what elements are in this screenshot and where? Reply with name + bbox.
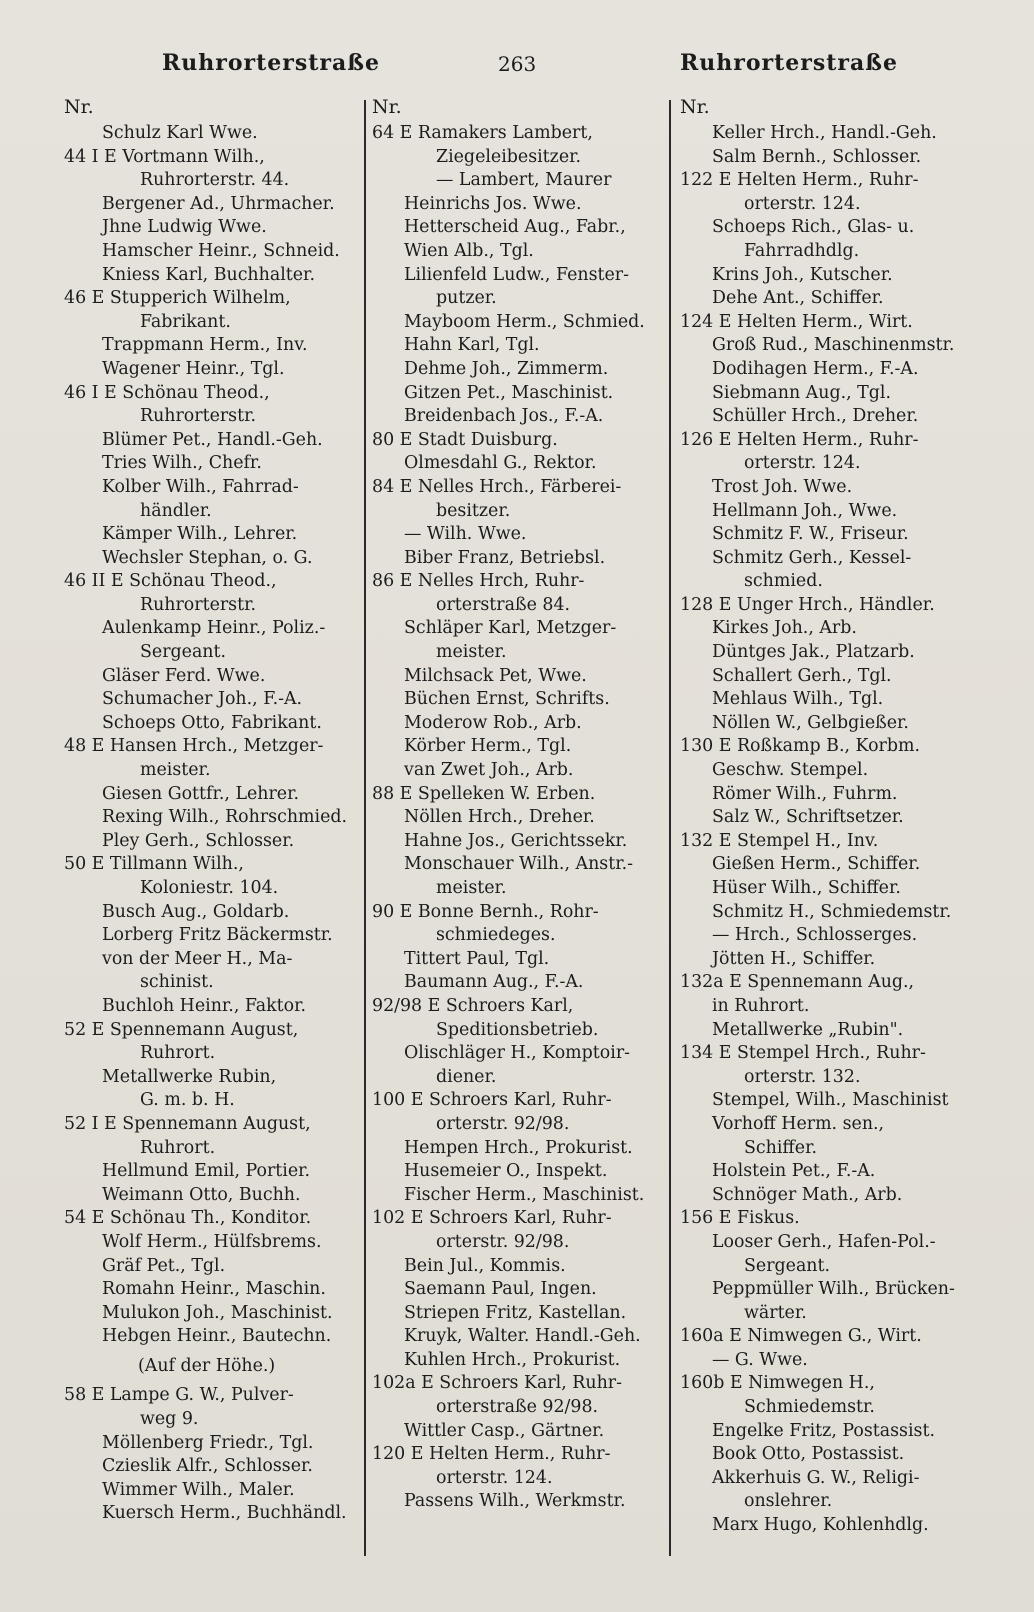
resident-line: Koloniestr. 104. [140, 878, 279, 898]
resident-line: meister. [436, 642, 507, 663]
resident-line: Gläser Ferd. Wwe. [102, 665, 266, 686]
resident-line: orterstraße 84. [436, 594, 571, 615]
house-entry: 132a E Spennemann Aug., [680, 972, 915, 993]
resident-line: Wagener Heinr., Tgl. [102, 358, 285, 379]
resident-line: Kolber Wilh., Fahrrad- [102, 476, 299, 497]
resident-line: Hahn Karl, Tgl. [404, 335, 540, 356]
resident-line: orterstr. 92/98. [436, 1231, 570, 1252]
section-heading: (Auf der Höhe.) [138, 1355, 276, 1376]
house-entry: 50 E Tillmann Wilh., [64, 854, 244, 875]
resident-line: besitzer. [436, 500, 511, 521]
house-entry: 88 E Spelleken W. Erben. [372, 783, 596, 804]
resident-line: putzer. [436, 288, 497, 309]
resident-line: Schüller Hrch., Dreher. [712, 406, 919, 427]
resident-line: Peppmüller Wilh., Brücken- [712, 1279, 955, 1300]
resident-line: Lorberg Fritz Bäckermstr. [102, 925, 333, 946]
resident-line: Husemeier O., Inspekt. [404, 1161, 608, 1182]
resident-line: Kirkes Joh., Arb. [712, 618, 857, 639]
resident-line: Trappmann Herm., Inv. [102, 335, 308, 356]
resident-line: meister. [140, 760, 211, 781]
resident-line: Vorhoff Herm. sen., [712, 1113, 885, 1134]
resident-line: — Wilh. Wwe. [404, 524, 527, 545]
resident-line: Gräf Pet., Tgl. [102, 1255, 226, 1276]
resident-line: — Hrch., Schlosserges. [712, 925, 918, 946]
column-3 [680, 96, 990, 1566]
resident-line: Wolf Herm., Hülfsbrems. [102, 1231, 322, 1252]
resident-line: Trost Joh. Wwe. [712, 476, 853, 497]
house-entry: 160a E Nimwegen G., Wirt. [680, 1326, 922, 1347]
resident-line: Monschauer Wilh., Anstr.- [404, 854, 633, 875]
resident-line: orterstr. 124. [436, 1467, 553, 1488]
resident-line: Wien Alb., Tgl. [404, 240, 534, 261]
resident-line: Geschw. Stempel. [712, 760, 869, 781]
resident-line: Metallwerke Rubin, [102, 1066, 277, 1087]
resident-line: Hempen Hrch., Prokurist. [404, 1137, 633, 1158]
column-heading: Nr. [64, 96, 94, 118]
resident-line: Ruhrort. [140, 1043, 216, 1064]
resident-line: Aulenkamp Heinr., Poliz.- [102, 618, 326, 639]
resident-line: Keller Hrch., Handl.-Geh. [712, 123, 937, 143]
resident-line: Dodihagen Herm., F.-A. [712, 358, 919, 379]
house-entry: 46 E Stupperich Wilhelm, [64, 288, 291, 309]
resident-line: Hahne Jos., Gerichtssekr. [404, 830, 628, 851]
resident-line: Book Otto, Postassist. [712, 1444, 905, 1465]
running-title-left: Ruhrorterstraße [162, 50, 380, 76]
resident-line: Fabrikant. [140, 311, 231, 332]
house-entry: 128 E Unger Hrch., Händler. [680, 594, 935, 615]
resident-line: — Lambert, Maurer [436, 170, 612, 191]
resident-line: Kniess Karl, Buchhalter. [102, 264, 315, 285]
resident-line: schinist. [140, 972, 214, 993]
house-entry: 80 E Stadt Duisburg. [372, 429, 558, 450]
resident-line: Blümer Pet., Handl.-Geh. [102, 429, 323, 450]
resident-line: Heinrichs Jos. Wwe. [404, 193, 582, 214]
resident-line: Hamscher Heinr., Schneid. [102, 240, 340, 261]
resident-line: G. m. b. H. [140, 1090, 235, 1111]
resident-line: von der Meer H., Ma- [102, 948, 293, 969]
house-entry: 52 I E Spennemann August, [64, 1113, 311, 1134]
house-entry: 156 E Fiskus. [680, 1208, 800, 1229]
resident-line: Gießen Herm., Schiffer. [712, 854, 921, 875]
resident-line: Baumann Aug., F.-A. [404, 972, 584, 993]
resident-line: Czieslik Alfr., Schlosser. [102, 1456, 313, 1477]
resident-line: van Zwet Joh., Arb. [404, 760, 574, 781]
house-entry: 102 E Schroers Karl, Ruhr- [372, 1208, 612, 1229]
resident-line: Hellmann Joh., Wwe. [712, 500, 898, 521]
resident-line: Mulukon Joh., Maschinist. [102, 1302, 333, 1323]
resident-line: Striepen Fritz, Kastellan. [404, 1302, 627, 1323]
resident-line: Dehme Joh., Zimmerm. [404, 358, 609, 379]
resident-line: Ruhrort. [140, 1137, 216, 1158]
resident-line: Ruhrorterstr. [140, 594, 257, 615]
resident-line: Speditionsbetrieb. [436, 1019, 599, 1040]
resident-line: Dehe Ant., Schiffer. [712, 288, 884, 309]
resident-line: Salm Bernh., Schlosser. [712, 146, 922, 167]
resident-line: Siebmann Aug., Tgl. [712, 382, 891, 403]
resident-line: Marx Hugo, Kohlenhdlg. [712, 1515, 929, 1536]
resident-line: wärter. [744, 1302, 807, 1323]
resident-line: Nöllen W., Gelbgießer. [712, 712, 909, 733]
column-heading: Nr. [372, 96, 402, 118]
resident-line: Sergeant. [140, 642, 227, 663]
house-entry: 44 I E Vortmann Wilh., [64, 146, 265, 167]
resident-line: Schmitz F. W., Friseur. [712, 524, 909, 545]
house-entry: 58 E Lampe G. W., Pulver- [64, 1385, 294, 1406]
resident-line: Römer Wilh., Fuhrm. [712, 783, 898, 804]
column-heading: Nr. [680, 96, 710, 118]
resident-line: Jhne Ludwig Wwe. [102, 217, 267, 238]
resident-line: Pley Gerh., Schlosser. [102, 830, 295, 851]
house-entry: 100 E Schroers Karl, Ruhr- [372, 1090, 612, 1111]
resident-line: Fahrradhdlg. [744, 240, 860, 261]
resident-line: Sergeant. [744, 1255, 831, 1276]
resident-line: — G. Wwe. [712, 1349, 808, 1370]
house-entry: 122 E Helten Herm., Ruhr- [680, 170, 919, 191]
house-entry: 48 E Hansen Hrch., Metzger- [64, 736, 324, 757]
resident-line: Gitzen Pet., Maschinist. [404, 382, 614, 403]
resident-line: Biber Franz, Betriebsl. [404, 547, 606, 568]
resident-line: Schmiedemstr. [744, 1397, 875, 1418]
resident-line: Ruhrorterstr. [140, 406, 257, 427]
resident-line: Olmesdahl G., Rektor. [404, 453, 597, 474]
house-entry: 86 E Nelles Hrch, Ruhr- [372, 571, 585, 592]
house-entry: 64 E Ramakers Lambert, [372, 123, 593, 143]
house-entry: 126 E Helten Herm., Ruhr- [680, 429, 919, 450]
resident-line: Holstein Pet., F.-A. [712, 1161, 876, 1182]
column-1 [64, 96, 360, 1566]
house-entry: 102a E Schroers Karl, Ruhr- [372, 1373, 622, 1394]
resident-line: Wechsler Stephan, o. G. [102, 547, 313, 568]
resident-line: Weimann Otto, Buchh. [102, 1184, 301, 1205]
resident-line: Busch Aug., Goldarb. [102, 901, 290, 922]
resident-line: Milchsack Pet, Wwe. [404, 665, 587, 686]
house-entry: 160b E Nimwegen H., [680, 1373, 875, 1394]
resident-line: Buchloh Heinr., Faktor. [102, 995, 307, 1016]
house-entry: 46 I E Schönau Theod., [64, 382, 270, 403]
resident-line: Bergener Ad., Uhrmacher. [102, 193, 335, 214]
house-entry: 92/98 E Schroers Karl, [372, 995, 574, 1016]
resident-line: händler. [140, 500, 212, 521]
page-header [0, 44, 1034, 84]
column-divider [364, 100, 366, 1556]
resident-line: Romahn Heinr., Maschin. [102, 1279, 326, 1300]
resident-line: Schallert Gerh., Tgl. [712, 665, 892, 686]
resident-line: Fischer Herm., Maschinist. [404, 1184, 645, 1205]
resident-line: onslehrer. [744, 1491, 833, 1512]
house-entry: 134 E Stempel Hrch., Ruhr- [680, 1043, 926, 1064]
resident-line: Schnöger Math., Arb. [712, 1184, 903, 1205]
column-2 [372, 96, 672, 1566]
resident-line: orterstr. 124. [744, 453, 861, 474]
resident-line: orterstr. 132. [744, 1066, 861, 1087]
resident-line: Tries Wilh., Chefr. [102, 453, 262, 474]
resident-line: Hellmund Emil, Portier. [102, 1161, 311, 1182]
resident-line: Akkerhuis G. W., Religi- [712, 1467, 920, 1488]
resident-line: schmied. [744, 571, 823, 592]
resident-line: Wimmer Wilh., Maler. [102, 1479, 295, 1500]
resident-line: Metallwerke „Rubin". [712, 1019, 904, 1040]
resident-line: Mehlaus Wilh., Tgl. [712, 689, 884, 710]
resident-line: Giesen Gottfr., Lehrer. [102, 783, 300, 804]
house-entry: 52 E Spennemann August, [64, 1019, 299, 1040]
resident-line: Looser Gerh., Hafen-Pol.- [712, 1231, 936, 1252]
resident-line: Hüser Wilh., Schiffer. [712, 878, 901, 898]
resident-line: meister. [436, 878, 507, 898]
resident-line: weg 9. [140, 1409, 199, 1430]
running-title-right: Ruhrorterstraße [680, 50, 898, 76]
resident-line: Schoeps Otto, Fabrikant. [102, 712, 322, 733]
resident-line: Kämper Wilh., Lehrer. [102, 524, 298, 545]
resident-line: Stempel, Wilh., Maschinist [712, 1090, 949, 1111]
resident-line: Schumacher Joh., F.-A. [102, 689, 303, 710]
resident-line: Saemann Paul, Ingen. [404, 1279, 597, 1300]
house-entry: 84 E Nelles Hrch., Färberei- [372, 476, 622, 497]
resident-line: Breidenbach Jos., F.-A. [404, 406, 604, 427]
house-entry: 130 E Roßkamp B., Korbm. [680, 736, 921, 757]
resident-line: Salz W., Schriftsetzer. [712, 807, 904, 828]
resident-line: Hetterscheid Aug., Fabr., [404, 217, 626, 238]
resident-line: Groß Rud., Maschinenmstr. [712, 335, 955, 356]
resident-line: Schiffer. [744, 1137, 817, 1158]
resident-line: Hebgen Heinr., Bautechn. [102, 1326, 332, 1347]
house-entry: 124 E Helten Herm., Wirt. [680, 311, 913, 332]
resident-line: diener. [436, 1066, 497, 1087]
resident-line: Mayboom Herm., Schmied. [404, 311, 645, 332]
resident-line: orterstr. 92/98. [436, 1113, 570, 1134]
resident-line: Schläper Karl, Metzger- [404, 618, 617, 639]
resident-line: Krins Joh., Kutscher. [712, 264, 893, 285]
resident-line: Rexing Wilh., Rohrschmied. [102, 807, 348, 828]
resident-line: Nöllen Hrch., Dreher. [404, 807, 595, 828]
house-entry: 120 E Helten Herm., Ruhr- [372, 1444, 611, 1465]
resident-line: Passens Wilh., Werkmstr. [404, 1491, 626, 1512]
resident-line: Kruyk, Walter. Handl.-Geh. [404, 1326, 641, 1347]
house-entry: 132 E Stempel H., Inv. [680, 830, 879, 851]
resident-line: Engelke Fritz, Postassist. [712, 1420, 935, 1441]
resident-line: Tittert Paul, Tgl. [404, 948, 550, 969]
resident-line: Schmitz Gerh., Kessel- [712, 547, 912, 568]
resident-line: orterstraße 92/98. [436, 1397, 599, 1418]
resident-line: Lilienfeld Ludw., Fenster- [404, 264, 629, 285]
resident-line: orterstr. 124. [744, 193, 861, 214]
house-entry: 90 E Bonne Bernh., Rohr- [372, 901, 599, 922]
resident-line: Möllenberg Friedr., Tgl. [102, 1432, 314, 1453]
resident-line: Schoeps Rich., Glas- u. [712, 217, 915, 238]
resident-line: Olischläger H., Komptoir- [404, 1043, 631, 1064]
resident-line: Büchen Ernst, Schrifts. [404, 689, 610, 710]
page-number: 263 [498, 52, 537, 76]
resident-line: schmiedeges. [436, 925, 556, 946]
resident-line: Körber Herm., Tgl. [404, 736, 572, 757]
resident-line: in Ruhrort. [712, 995, 810, 1016]
resident-line: Jötten H., Schiffer. [712, 948, 876, 969]
resident-line: Kuhlen Hrch., Prokurist. [404, 1349, 621, 1370]
resident-line: Schmitz H., Schmiedemstr. [712, 901, 952, 922]
resident-line: Moderow Rob., Arb. [404, 712, 582, 733]
house-entry: 46 II E Schönau Theod., [64, 571, 277, 592]
resident-line: Kuersch Herm., Buchhändl. [102, 1503, 347, 1524]
resident-line: Düntges Jak., Platzarb. [712, 642, 915, 663]
resident-line: Ruhrorterstr. 44. [140, 170, 290, 191]
resident-line: Bein Jul., Kommis. [404, 1255, 566, 1276]
resident-line: Wittler Casp., Gärtner. [404, 1420, 605, 1441]
resident-line: Ziegeleibesitzer. [436, 146, 582, 167]
resident-line: Schulz Karl Wwe. [102, 123, 258, 143]
house-entry: 54 E Schönau Th., Konditor. [64, 1208, 312, 1229]
